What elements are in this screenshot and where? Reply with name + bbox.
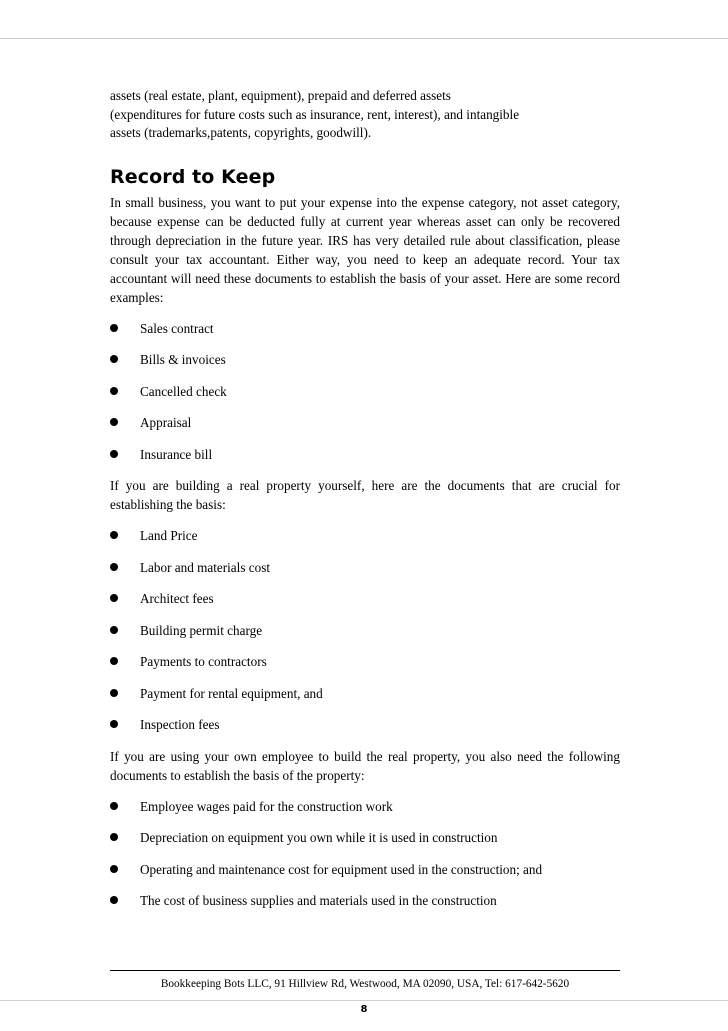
building-paragraph: If you are building a real property yourself, here are the documents that are crucial for establishing the basis: [110,478,620,513]
record-examples-list [110,319,620,477]
intro-line: assets (real estate, plant, equipment), prepaid and deferred assets [110,88,451,103]
list-item: Payments to contractors [110,652,620,684]
list-item: Sales contract [110,319,620,351]
page-content [110,87,620,923]
footer-address: Bookkeeping Bots LLC, 91 Hillview Rd, Westwood, MA 02090, USA, Tel: 617-642-5620 [160,978,570,990]
page-number: 8 [360,1004,368,1015]
bullet-icon [110,865,118,873]
building-documents-list [110,526,620,747]
bullet-icon [110,720,118,728]
page-top-rule [0,38,728,39]
list-item: Cancelled check [110,382,620,414]
bullet-icon [110,324,118,332]
list-item: The cost of business supplies and materials used in the construction [110,891,620,923]
bullet-icon [110,563,118,571]
bullet-icon [110,626,118,634]
list-item: Depreciation on equipment you own while it is used in construction [110,828,620,860]
intro-line: assets (trademarks,patents, copyrights, goodwill). [110,125,372,141]
page-bottom-rule [0,1000,728,1001]
bullet-icon [110,802,118,810]
employee-documents-list [110,797,620,923]
bullet-icon [110,594,118,602]
list-item: Bills & invoices [110,350,620,382]
bullet-icon [110,689,118,697]
list-item: Labor and materials cost [110,558,620,590]
list-item: Employee wages paid for the construction work [110,797,620,829]
bullet-icon [110,355,118,363]
list-item: Architect fees [110,589,620,621]
list-item: Operating and maintenance cost for equipment used in the construction; and [110,860,620,892]
list-item: Land Price [110,526,620,558]
bullet-icon [110,531,118,539]
employee-paragraph: If you are using your own employee to build the real property, you also need the following documents to establish the basis of the property: [110,748,620,783]
list-item: Building permit charge [110,621,620,653]
classification-paragraph: In small business, you want to put your expense into the expense category, not asset category, because expense can be deducted fully at current year whereas asset can only be recovered through depreciation in the future year. IRS has very detailed rule about classification, please consult your tax accountant. Either way, you need to keep an adequate record. Your tax accountant will need these documents to establish the basis of your asset. Here are some record examples: [110,194,620,305]
bullet-icon [110,387,118,395]
bullet-icon [110,418,118,426]
section-heading: Record to Keep [110,165,276,188]
intro-paragraph [110,87,620,143]
bullet-icon [110,833,118,841]
list-item: Payment for rental equipment, and [110,684,620,716]
list-item: Inspection fees [110,715,620,747]
intro-line: (expenditures for future costs such as insurance, rent, interest), and intangible [110,106,520,122]
footer-rule [110,970,620,971]
list-item: Insurance bill [110,445,620,477]
list-item: Appraisal [110,413,620,445]
bullet-icon [110,657,118,665]
bullet-icon [110,450,118,458]
bullet-icon [110,896,118,904]
